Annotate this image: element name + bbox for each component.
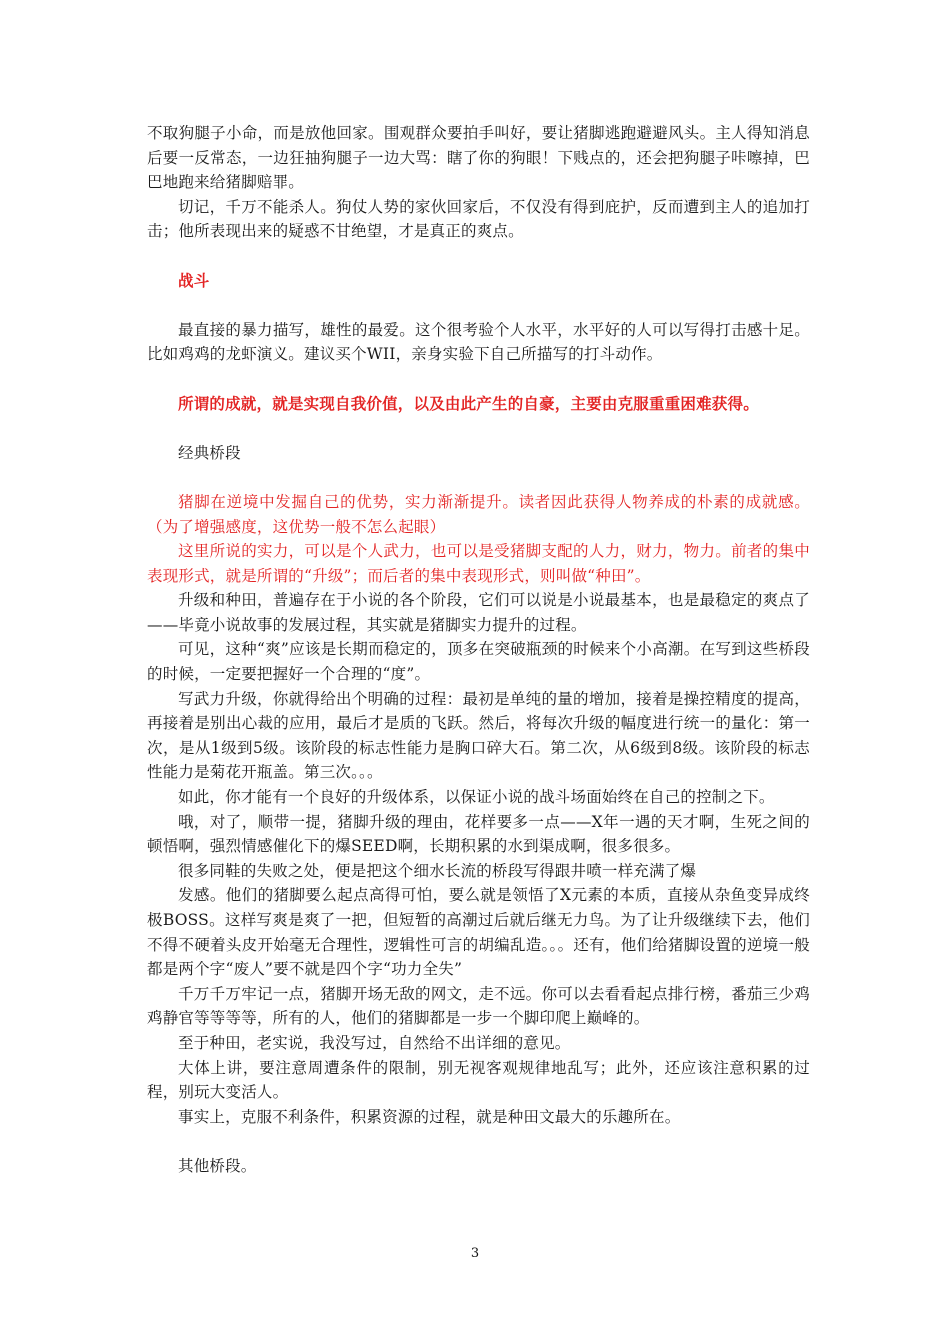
paragraph: 发感。他们的猪脚要么起点高得可怕，要么就是领悟了X元素的本质，直接从杂鱼变异成终极BOSS。这样写爽是爽了一把，但短暂的高潮过后就后继无力鸟。为了让升级继续下去，他们不得不硬着头皮开始毫无合理性，逻辑性可言的胡编乱造。。。还有，他们给猪脚设置的逆境一般都是两个字“废人”要不就是四个字“功力全失”: [147, 886, 810, 979]
spacer: [147, 244, 810, 269]
paragraph: 如此，你才能有一个良好的升级体系，以保证小说的战斗场面始终在自己的控制之下。: [178, 788, 775, 807]
spacer: [147, 416, 810, 441]
spacer: [147, 1129, 810, 1154]
paragraph: 可见，这种“爽”应该是长期而稳定的，顶多在突破瓶颈的时候来个小高潮。在写到这些桥段的时候，一定要把握好一个合理的“度”。: [147, 640, 810, 684]
spacer: [147, 367, 810, 392]
paragraph: 事实上，克服不利条件，积累资源的过程，就是种田文最大的乐趣所在。: [178, 1107, 681, 1126]
paragraph: 不取狗腿子小命，而是放他回家。围观群众要拍手叫好，要让猪脚逃跑避避风头。主人得知消息后要一反常态，一边狂抽狗腿子一边大骂：瞎了你的狗眼！下贱点的，还会把狗腿子咔嚓掉，巴巴地跑来给猪脚赔罪。: [147, 124, 810, 192]
paragraph: 切记，千万不能杀人。狗仗人势的家伙回家后，不仅没有得到庇护，反而遭到主人的追加打击；他所表现出来的疑惑不甘绝望，才是真正的爽点。: [147, 197, 810, 241]
paragraph: 哦，对了，顺带一提，猪脚升级的理由，花样要多一点——X年一遇的天才啊，生死之间的顿悟啊，强烈情感催化下的爆SEED啊，长期积累的水到渠成啊，很多很多。: [147, 812, 810, 856]
spacer: [147, 465, 810, 490]
document-body: [147, 121, 810, 1179]
page-number: 3: [470, 1246, 480, 1261]
section-heading: 其他桥段。: [178, 1156, 257, 1175]
section-heading: 战斗: [178, 270, 210, 290]
paragraph: 大体上讲，要注意周遭条件的限制，别无视客观规律地乱写；此外，还应该注意积累的过程，别玩大变活人。: [147, 1058, 810, 1102]
paragraph: 至于种田，老实说，我没写过，自然给不出详细的意见。: [178, 1033, 571, 1052]
section-heading: 经典桥段: [178, 443, 241, 462]
paragraph: 升级和种田，普遍存在于小说的各个阶段，它们可以说是小说最基本，也是最稳定的爽点了——毕竟小说故事的发展过程，其实就是猪脚实力提升的过程。: [147, 591, 810, 634]
highlight-paragraph: 所谓的成就，就是实现自我价值，以及由此产生的自豪，主要由克服重重困难获得。: [178, 393, 759, 413]
paragraph: 这里所说的实力，可以是个人武力，也可以是受猪脚支配的人力，财力，物力。前者的集中表现形式，就是所谓的“升级”；而后者的集中表现形式，则叫做“种田”。: [147, 542, 810, 585]
paragraph: 最直接的暴力描写，雄性的最爱。这个很考验个人水平，水平好的人可以写得打击感十足。比如鸡鸡的龙虾演义。建议买个WII，亲身实验下自己所描写的打斗动作。: [147, 320, 810, 364]
paragraph: 很多同鞋的失败之处，便是把这个细水长流的桥段写得跟井喷一样充满了爆: [178, 861, 697, 880]
paragraph: 写武力升级，你就得给出个明确的过程：最初是单纯的量的增加，接着是操控精度的提高，再接着是别出心裁的应用，最后才是质的飞跃。然后，将每次升级的幅度进行统一的量化：第一次，是从1级到5级。该阶段的标志性能力是胸口碎大石。第二次，从6级到8级。该阶段的标志性能力是菊花开瓶盖。第三次。。。: [147, 689, 810, 782]
paragraph: 猪脚在逆境中发掘自己的优势，实力渐渐提升。读者因此获得人物养成的朴素的成就感。（为了增强感度，这优势一般不怎么起眼）: [147, 492, 810, 536]
paragraph: 千万千万牢记一点，猪脚开场无敌的网文，走不远。你可以去看看起点排行榜，番茄三少鸡鸡静官等等等等，所有的人，他们的猪脚都是一步一个脚印爬上巅峰的。: [147, 984, 810, 1028]
spacer: [147, 293, 810, 318]
